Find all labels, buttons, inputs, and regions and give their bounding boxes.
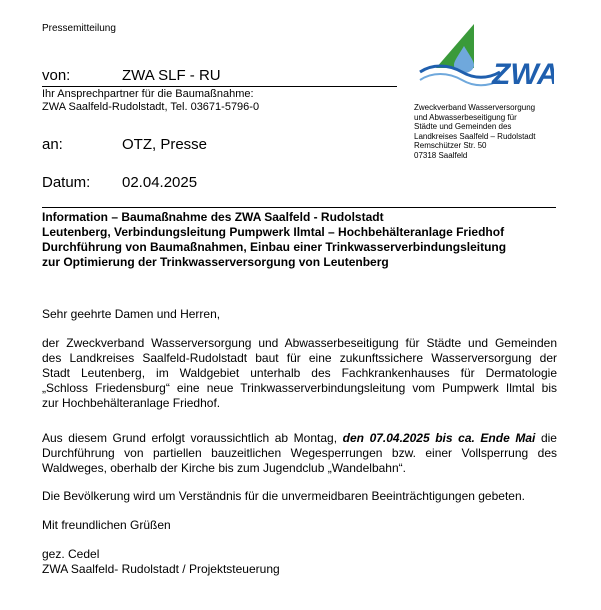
from-divider	[42, 86, 397, 87]
logo-text: ZWA	[492, 58, 554, 91]
subject-divider	[42, 207, 556, 208]
paragraph-2	[42, 431, 557, 476]
paragraph-line: zur Hochbehälteranlage Friedhof.	[42, 396, 221, 410]
salutation: Sehr geehrte Damen und Herren,	[42, 307, 221, 321]
paragraph-line: des Landkreises Saalfeld-Rudolstadt baut für eine zukunftssichere Wasserversorgung der	[42, 351, 557, 365]
construction-period: den 07.04.2025 bis ca. Ende Mai	[342, 431, 536, 445]
address-line: Städte und Gemeinden des	[414, 122, 512, 131]
paragraph-line: Stadt Leutenberg, im Waldgebiet unterhalb des Fachkrankenhauses für Dermatologie	[42, 366, 557, 380]
paragraph-line: Durchführung von partiellen bauzeitlichen Wegesperrungen bzw. einer Vollsperrung des	[42, 446, 557, 460]
contact-line-1: Ihr Ansprechpartner für die Baumaßnahme:	[42, 88, 254, 100]
para2-post: die	[535, 431, 557, 445]
paragraph-line: Waldweges, oberhalb der Kirche bis zum Jugendclub „Wandelbahn“.	[42, 461, 406, 475]
paragraph-line: der Zweckverband Wasserversorgung und Abwasserbeseitigung für Städte und Gemeinden	[42, 336, 557, 350]
paragraph-line: „Schloss Friedensburg“ eine neue Trinkwasserverbindungsleitung vom Pumpwerk Ilmtal bis	[42, 381, 557, 395]
address-line: Remschützer Str. 50	[414, 141, 487, 150]
from-value: ZWA SLF - RU	[122, 67, 221, 84]
address-line: und Abwasserbeseitigung für	[414, 112, 517, 122]
to-label: an:	[42, 136, 63, 153]
subject-block	[42, 210, 506, 270]
signature	[42, 547, 557, 577]
subject-line: Information – Baumaßnahme des ZWA Saalfeld - Rudolstadt	[42, 210, 384, 224]
contact-line-2: ZWA Saalfeld-Rudolstadt, Tel. 03671-5796-0	[42, 101, 260, 113]
zwa-logo-graphic	[418, 22, 554, 94]
date-value: 02.04.2025	[122, 174, 198, 191]
signature-name: gez. Cedel	[42, 547, 100, 561]
address-line: Landkreises Saalfeld – Rudolstadt	[414, 131, 536, 141]
date-row	[42, 174, 198, 191]
para2-pre: Aus diesem Grund erfolgt voraussichtlich ab Montag,	[42, 431, 343, 445]
signature-org: ZWA Saalfeld- Rudolstadt / Projektsteuerung	[42, 562, 280, 576]
contact-person	[42, 88, 259, 114]
paragraph-3: Die Bevölkerung wird um Verständnis für die unvermeidbaren Beeinträchtigungen gebeten.	[42, 489, 525, 503]
closing: Mit freundlichen Grüßen	[42, 518, 171, 532]
subject-line: Durchführung von Baumaßnahmen, Einbau einer Trinkwasserverbindungsleitung	[42, 240, 507, 254]
paragraph-line	[42, 431, 557, 446]
sender-address	[414, 103, 535, 160]
subject-line: Leutenberg, Verbindungsleitung Pumpwerk Ilmtal – Hochbehälteranlage Friedhof	[42, 225, 505, 239]
press-release-label: Pressemitteilung	[42, 23, 116, 34]
zwa-logo	[418, 22, 554, 94]
subject-line: zur Optimierung der Trinkwasserversorgung von Leutenberg	[42, 255, 389, 269]
to-row	[42, 136, 208, 153]
address-line: Zweckverband Wasserversorgung	[414, 103, 536, 112]
address-line: 07318 Saalfeld	[414, 150, 468, 160]
date-label: Datum:	[42, 174, 91, 191]
to-value: OTZ, Presse	[122, 136, 208, 153]
from-row	[42, 67, 221, 84]
paragraph-1	[42, 336, 557, 411]
from-label: von:	[42, 67, 71, 84]
